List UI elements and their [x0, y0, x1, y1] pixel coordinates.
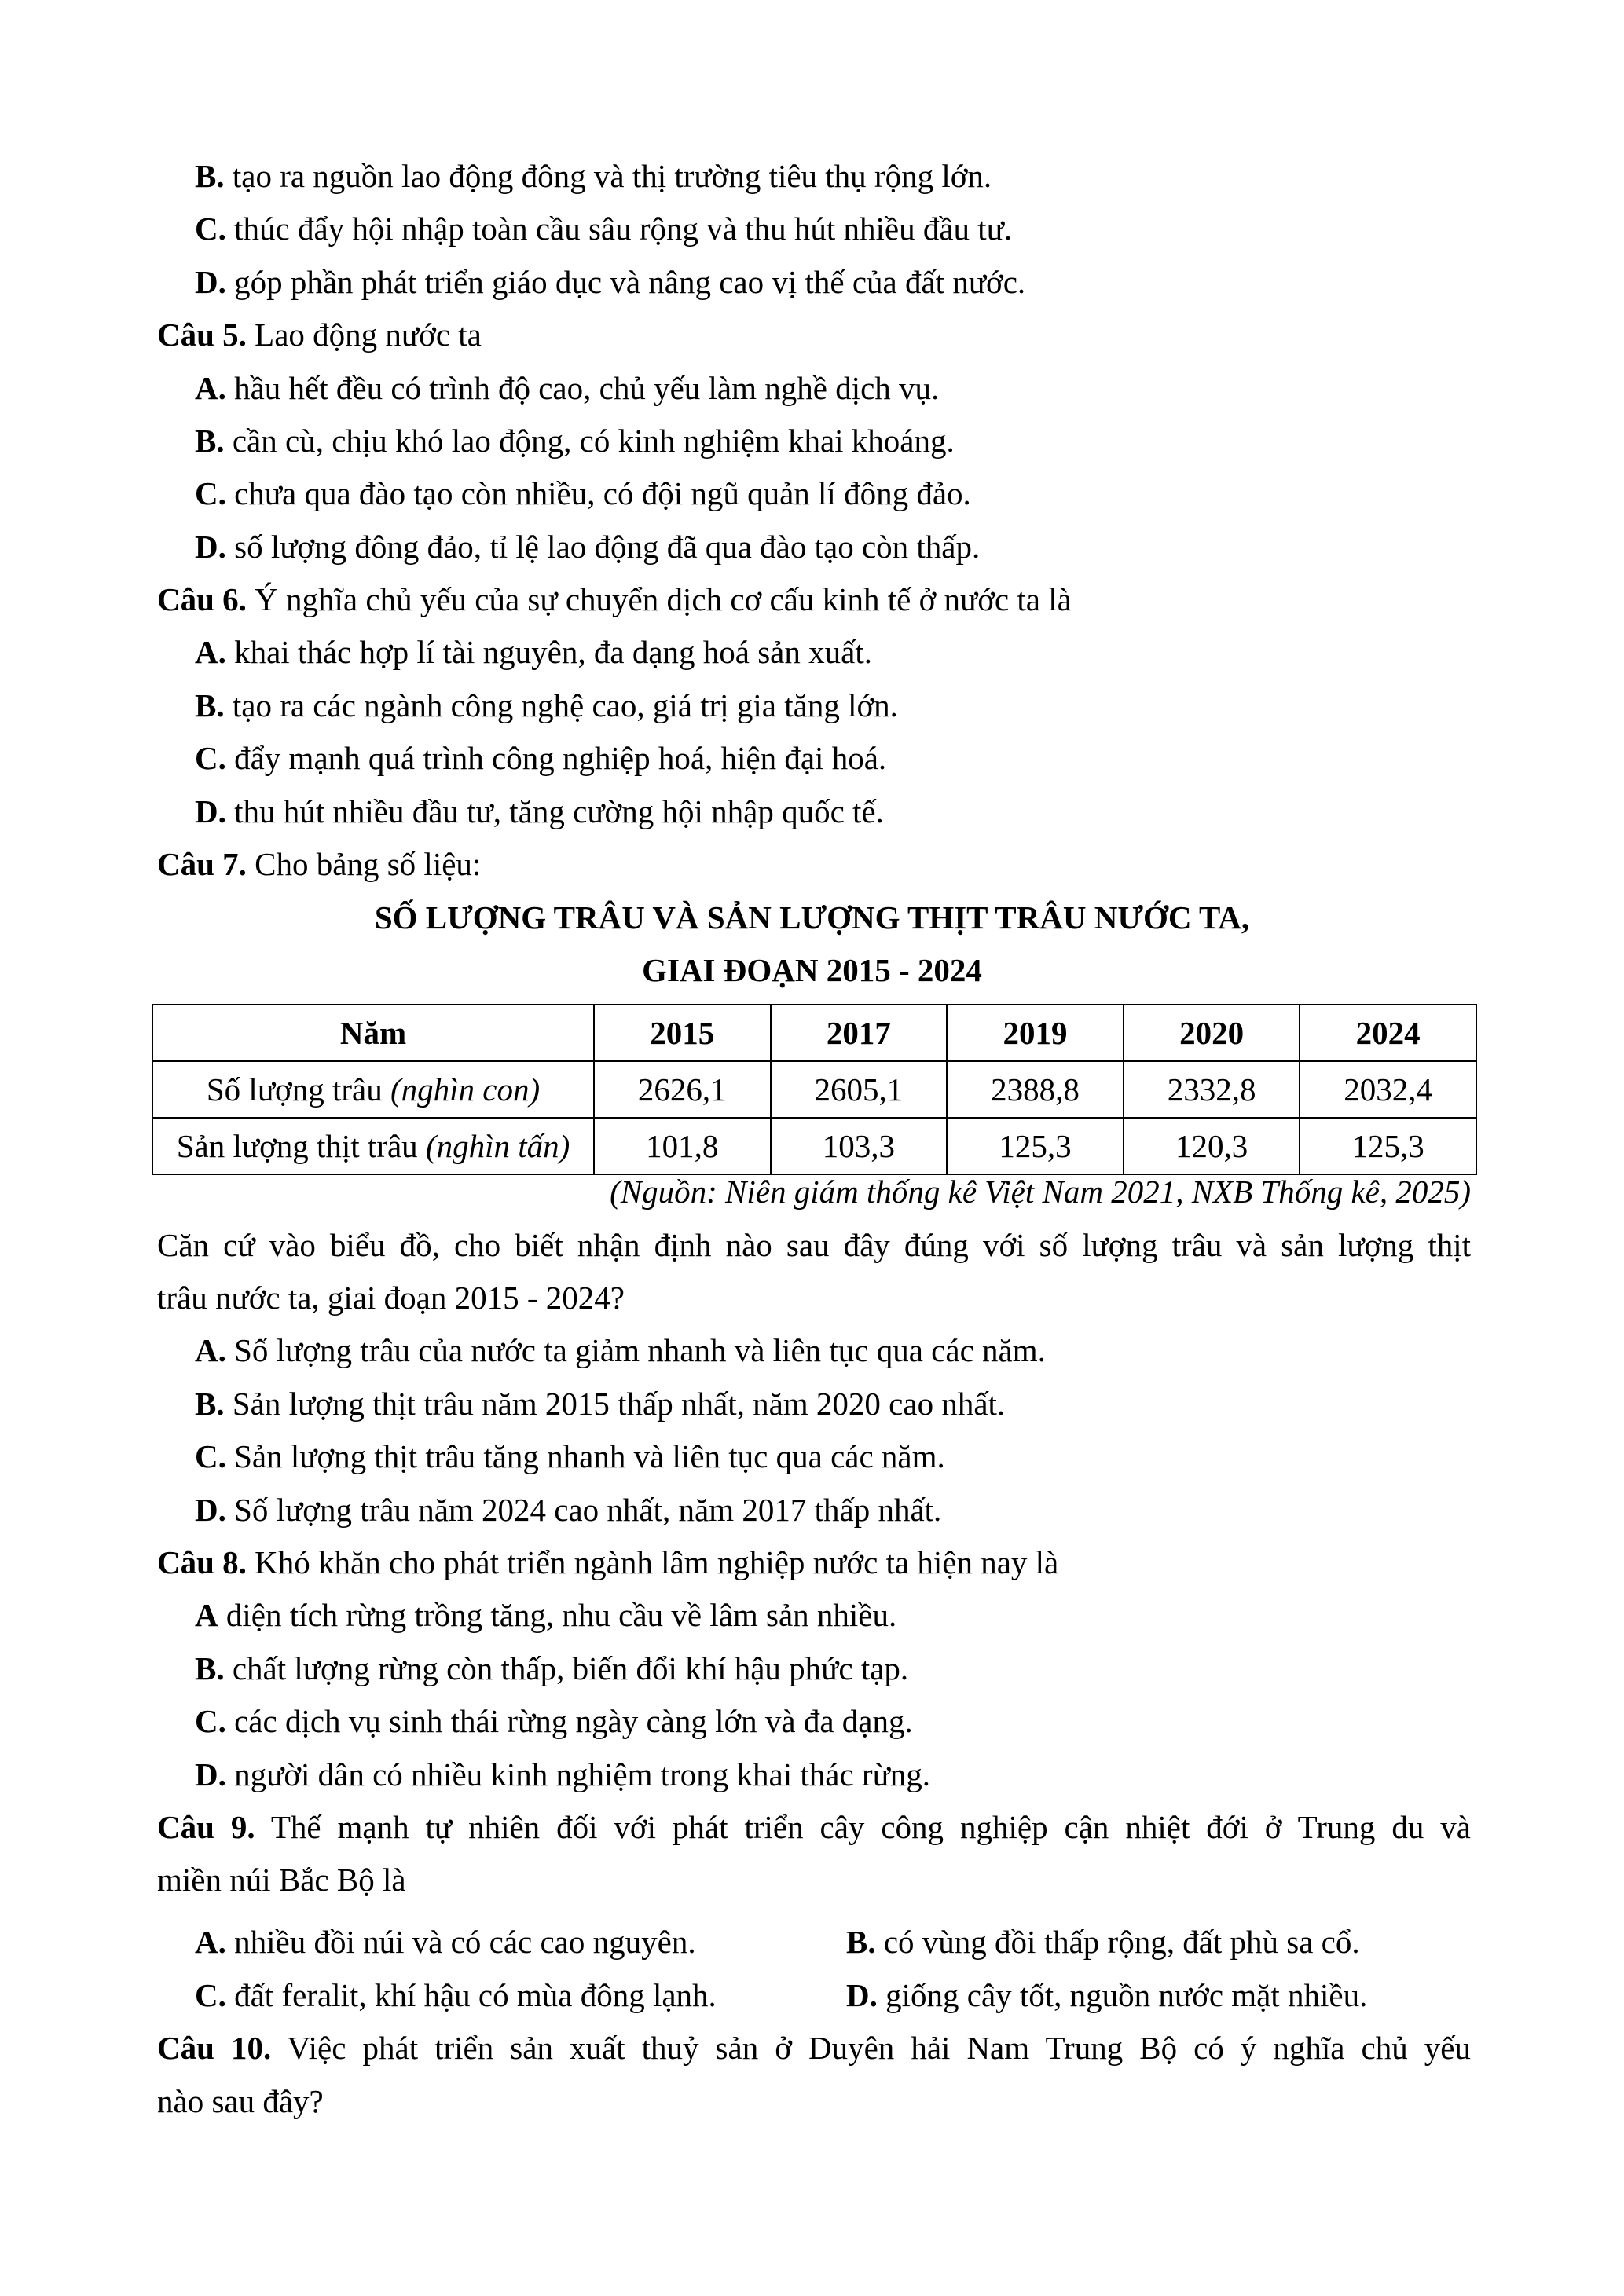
table-title-line-1: SỐ LƯỢNG TRÂU VÀ SẢN LƯỢNG THỊT TRÂU NƯỚC TA,	[374, 899, 1250, 936]
q7-option-d: D. Số lượng trâu năm 2024 cao nhất, năm 2017 thấp nhất.	[195, 1492, 942, 1528]
table-title-line-2: GIAI ĐOẠN 2015 - 2024	[642, 952, 982, 988]
table-header-cell: Năm	[152, 1005, 594, 1061]
table-row-label: Số lượng trâu (nghìn con)	[152, 1061, 594, 1118]
q7-question-line-2: trâu nước ta, giai đoạn 2015 - 2024?	[157, 1280, 625, 1316]
table-row	[152, 1061, 1476, 1118]
q6-option-b: B. tạo ra các ngành công nghệ cao, giá trị gia tăng lớn.	[195, 687, 898, 723]
q7-stem: Câu 7. Cho bảng số liệu:	[157, 846, 482, 882]
table-row	[152, 1118, 1476, 1174]
q7-option-c: C. Sản lượng thịt trâu tăng nhanh và liên tục qua các năm.	[195, 1438, 945, 1474]
q5-option-c: C. chưa qua đào tạo còn nhiều, có đội ngũ quản lí đông đảo.	[195, 475, 971, 511]
table-row-label: Sản lượng thịt trâu (nghìn tấn)	[152, 1118, 594, 1174]
table-cell: 125,3	[947, 1118, 1124, 1174]
q9-option-a: A. nhiều đồi núi và có các cao nguyên.	[195, 1924, 696, 1960]
table-cell: 2388,8	[947, 1061, 1124, 1118]
table-cell: 2626,1	[594, 1061, 771, 1118]
q4-option-d: D. góp phần phát triển giáo dục và nâng cao vị thế của đất nước.	[195, 264, 1026, 300]
q8-option-a: A diện tích rừng trồng tăng, nhu cầu về lâm sản nhiều.	[195, 1597, 897, 1633]
table-cell: 2332,8	[1124, 1061, 1300, 1118]
q10-stem-line-1: Câu 10. Việc phát triển sản xuất thuỷ sản ở Duyên hải Nam Trung Bộ có ý nghĩa chủ yếu	[157, 2030, 1471, 2066]
q5-option-a: A. hầu hết đều có trình độ cao, chủ yếu làm nghề dịch vụ.	[195, 370, 940, 406]
q7-option-b: B. Sản lượng thịt trâu năm 2015 thấp nhất, năm 2020 cao nhất.	[195, 1386, 1006, 1422]
q4-option-b: B. tạo ra nguồn lao động đông và thị trường tiêu thụ rộng lớn.	[195, 158, 992, 194]
table-header-cell: 2019	[947, 1005, 1124, 1061]
q4-option-c: C. thúc đẩy hội nhập toàn cầu sâu rộng và thu hút nhiều đầu tư.	[195, 211, 1013, 247]
q8-option-c: C. các dịch vụ sinh thái rừng ngày càng lớn và đa dạng.	[195, 1703, 913, 1739]
q6-option-c: C. đẩy mạnh quá trình công nghiệp hoá, hiện đại hoá.	[195, 740, 887, 776]
table-header-cell: 2015	[594, 1005, 771, 1061]
table-cell: 2605,1	[771, 1061, 948, 1118]
q5-stem: Câu 5. Lao động nước ta	[157, 317, 482, 353]
q9-stem-line-1: Câu 9. Thế mạnh tự nhiên đối với phát triển cây công nghiệp cận nhiệt đới ở Trung du và	[157, 1809, 1471, 1845]
q9-stem-line-2: miền núi Bắc Bộ là	[157, 1862, 406, 1898]
table-cell: 125,3	[1300, 1118, 1476, 1174]
table-header-cell: 2020	[1124, 1005, 1300, 1061]
q6-stem: Câu 6. Ý nghĩa chủ yếu của sự chuyển dịch cơ cấu kinh tế ở nước ta là	[157, 581, 1072, 617]
table-source: (Nguồn: Niên giám thống kê Việt Nam 2021, NXB Thống kê, 2025)	[610, 1174, 1471, 1210]
q8-option-d: D. người dân có nhiều kinh nghiệm trong khai thác rừng.	[195, 1756, 931, 1792]
table-header-cell: 2017	[771, 1005, 948, 1061]
q10-stem-line-2: nào sau đây?	[157, 2083, 324, 2119]
q6-option-d: D. thu hút nhiều đầu tư, tăng cường hội nhập quốc tế.	[195, 793, 884, 829]
table-header-row	[152, 1005, 1476, 1061]
q8-option-b: B. chất lượng rừng còn thấp, biến đổi khí hậu phức tạp.	[195, 1650, 909, 1686]
q5-option-b: B. cần cù, chịu khó lao động, có kinh nghiệm khai khoáng.	[195, 423, 955, 459]
table-cell: 120,3	[1124, 1118, 1300, 1174]
q9-option-b: B. có vùng đồi thấp rộng, đất phù sa cổ.	[846, 1924, 1360, 1960]
q7-question-line-1: Căn cứ vào biểu đồ, cho biết nhận định nào sau đây đúng với số lượng trâu và sản lượng thịt	[157, 1227, 1471, 1263]
table-cell: 2032,4	[1300, 1061, 1476, 1118]
table-header-cell: 2024	[1300, 1005, 1476, 1061]
q9-option-c: C. đất feralit, khí hậu có mùa đông lạnh.	[195, 1977, 717, 2013]
table-cell: 101,8	[594, 1118, 771, 1174]
q9-option-d: D. giống cây tốt, nguồn nước mặt nhiều.	[846, 1977, 1368, 2013]
data-table	[152, 1004, 1477, 1175]
q7-option-a: A. Số lượng trâu của nước ta giảm nhanh và liên tục qua các năm.	[195, 1332, 1046, 1368]
q8-stem: Câu 8. Khó khăn cho phát triển ngành lâm nghiệp nước ta hiện nay là	[157, 1544, 1059, 1580]
table-cell: 103,3	[771, 1118, 948, 1174]
q5-option-d: D. số lượng đông đảo, tỉ lệ lao động đã qua đào tạo còn thấp.	[195, 529, 981, 565]
q6-option-a: A. khai thác hợp lí tài nguyên, đa dạng hoá sản xuất.	[195, 634, 872, 670]
